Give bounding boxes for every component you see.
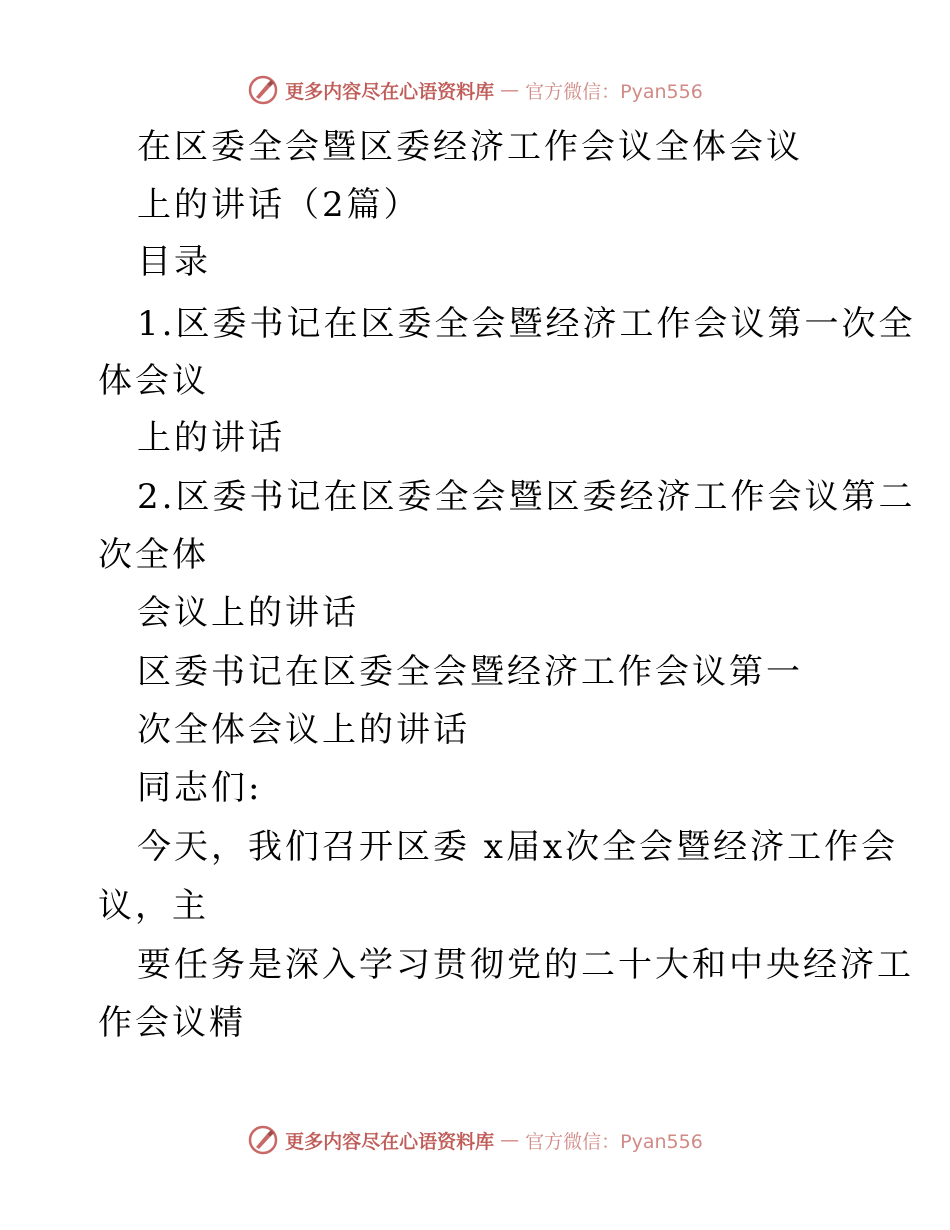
- document-title-line-1: 在区委全会暨区委经济工作会议全体会议: [137, 127, 803, 167]
- section-heading-line-2: 次全体会议上的讲话: [137, 710, 470, 750]
- toc-item-1-line-3: 上的讲话: [137, 418, 285, 458]
- paragraph-line-3: 要任务是深入学习贯彻党的二十大和中央经济工: [137, 945, 914, 985]
- watermark-sub-text: 官方微信：Pyan556: [525, 1130, 703, 1153]
- document-title-line-2: 上的讲话（2篇）: [137, 185, 421, 225]
- pen-circle-icon: [247, 1124, 279, 1156]
- paragraph-line-4: 作会议精: [98, 1003, 246, 1043]
- header-watermark: [0, 70, 950, 110]
- paragraph-line-2: 议，主: [98, 886, 209, 926]
- watermark-dash: —: [500, 1129, 520, 1151]
- salutation: 同志们:: [137, 768, 263, 808]
- toc-item-1-line-2: 体会议: [98, 361, 209, 401]
- watermark-sub-text: 官方微信：Pyan556: [525, 80, 703, 103]
- toc-heading: 目录: [137, 242, 211, 282]
- toc-item-2-line-3: 会议上的讲话: [137, 593, 359, 633]
- watermark-main-text: 更多内容尽在心语资料库: [285, 80, 495, 103]
- paragraph-line-1: 今天，我们召开区委 x届x次全会暨经济工作会: [137, 827, 899, 867]
- toc-item-2-line-1: 2.区委书记在区委全会暨区委经济工作会议第二: [137, 477, 916, 517]
- footer-watermark: [0, 1120, 950, 1160]
- watermark-main-text: 更多内容尽在心语资料库: [285, 1130, 495, 1153]
- pen-circle-icon: [247, 74, 279, 106]
- section-heading-line-1: 区委书记在区委全会暨经济工作会议第一: [137, 652, 803, 692]
- toc-item-2-line-2: 次全体: [98, 535, 209, 575]
- toc-item-1-line-1: 1.区委书记在区委全会暨经济工作会议第一次全: [137, 304, 916, 344]
- watermark-dash: —: [500, 79, 520, 101]
